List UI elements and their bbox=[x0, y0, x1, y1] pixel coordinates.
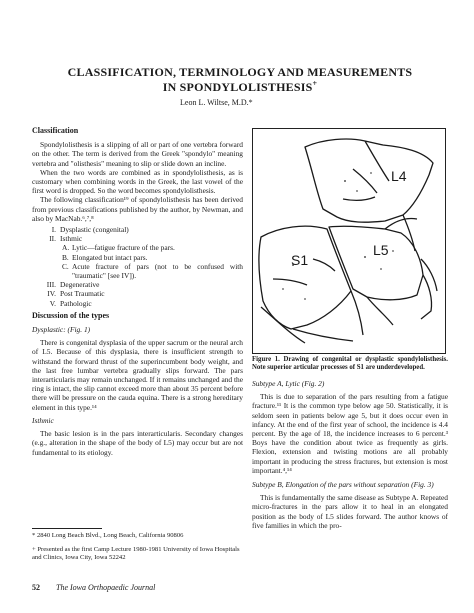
list-item: III. Degenerative bbox=[46, 280, 100, 290]
paragraph-isthmic: The basic lesion is in the pars interarticularis. Secondary changes (e.g., alteration in the shape of the body of L5) may occur but are not fundamental to its etiology. bbox=[32, 429, 243, 457]
paragraph-subtype-b: This is fundamentally the same disease as Subtype A. Repeated micro-fractures in the pars allow it to heal in an elongated position as the body of L5 slides forward. The author knows of five families in which the pro- bbox=[252, 493, 448, 530]
figure-1-drawing bbox=[252, 128, 446, 354]
dysplastic-subheading: Dysplastic: (Fig. 1) bbox=[32, 325, 91, 335]
page-footer bbox=[32, 583, 155, 592]
classification-heading: Classification bbox=[32, 126, 79, 135]
title-line-1: CLASSIFICATION, TERMINOLOGY AND MEASUREMENTS bbox=[67, 65, 413, 79]
paragraph-etymology: When the two words are combined as in spondylolisthesis, as is customary when combining words in the Greek, the last vowel of the first word is dropped. So the word becomes spondylolisthesis. bbox=[32, 167, 243, 196]
figure-1-caption: Figure 1. Drawing of congenital or dysplastic spondylolisthesis. Note superior articular processes of S1 are underdeveloped. bbox=[252, 356, 448, 371]
footnote-rule bbox=[32, 528, 102, 529]
l5-vertebra-outline bbox=[329, 226, 423, 300]
label-l5: L5 bbox=[373, 242, 389, 258]
list-item: V. Pathologic bbox=[49, 298, 92, 308]
list-subitem: A. Lytic—fatigue fracture of the pars. bbox=[62, 243, 175, 253]
paper-title bbox=[40, 66, 440, 93]
left-column bbox=[32, 126, 243, 457]
discussion-heading: Discussion of the types bbox=[32, 310, 110, 320]
paragraph-definition: Spondylolisthesis is a slipping of all or part of one vertebra forward on the other. The term is derived from the Greek "spondylo" meaning vertebra and "olisthesis" meaning to slip or slide down an incline. bbox=[32, 140, 243, 168]
footnote-address: * 2840 Long Beach Blvd., Long Beach, California 90806 bbox=[32, 532, 184, 539]
subtype-a-heading: Subtype A, Lytic (Fig. 2) bbox=[252, 379, 325, 388]
label-s1: S1 bbox=[291, 252, 309, 268]
footnotes bbox=[32, 532, 243, 568]
author-line: Leon L. Wiltse, M.D.* bbox=[180, 98, 253, 107]
isthmic-subheading: Isthmic bbox=[32, 415, 54, 425]
s1-sacrum-outline bbox=[259, 226, 351, 329]
right-column bbox=[252, 356, 448, 530]
journal-name: The Iowa Orthopaedic Journal bbox=[56, 583, 156, 592]
title-line-2: IN SPONDYLOLISTHESIS bbox=[162, 80, 313, 94]
spine-illustration bbox=[253, 129, 445, 353]
list-item: II. Isthmic bbox=[49, 234, 83, 244]
list-item: IV. Post Traumatic bbox=[47, 289, 105, 299]
list-subitem: C. Acute fracture of pars (not to be confused with "traumatic" [see IV]). bbox=[62, 261, 243, 281]
list-item: I. Dysplastic (congenital) bbox=[51, 225, 129, 235]
list-subitem: B. Elongated but intact pars. bbox=[62, 252, 148, 262]
page-number: 52 bbox=[32, 583, 40, 592]
l4-vertebra-outline bbox=[305, 139, 433, 222]
subtype-b-heading: Subtype B, Elongation of the pars without separation (Fig. 3) bbox=[252, 480, 434, 490]
paragraph-subtype-a: This is due to separation of the pars resulting from a fatigue fracture.¹¹ It is the common type below age 50. Statistically, it is seldom seen in patients below age 5, but it does occur even in infancy. At the end of the first year of school, the incidence is 4.4 percent. By the age of 18, the incidence increases to 6 percent.³ Boys have the condition about twice as frequently as girls. Flexion, extension and twisting motions are all probably important in producing the stress fractures, but extension is most important.⁴,¹⁴ bbox=[252, 392, 448, 475]
paragraph-classification-intro: The following classification¹⁹ of spondylolisthesis has been derived from previous classifications published by the author, by Newman, and also by MacNab.⁶,⁷,⁸ bbox=[32, 195, 243, 223]
label-l4: L4 bbox=[391, 168, 407, 184]
paragraph-dysplastic: There is congenital dysplasia of the upper sacrum or the neural arch of L5. Because of this dysplasia, there is insufficient strength to withstand the forward thrust of the superincumbent body weight, and the last free lumbar vertebra gradually slips forward. The pars interarticularis may remain unchanged. If it remains unchanged and the ring is intact, the slip cannot exceed more than about 35 percent before there will be pressure on the cauda equina. There is a strong hereditary element in this type.¹⁴ bbox=[32, 338, 243, 412]
classification-list bbox=[32, 225, 243, 308]
title-footnote-mark: + bbox=[312, 79, 318, 88]
footnote-presented: + Presented as the first Camp Lecture 1980-1981 University of Iowa Hospitals and Clinics, Iowa City, Iowa 52242 bbox=[32, 546, 240, 561]
